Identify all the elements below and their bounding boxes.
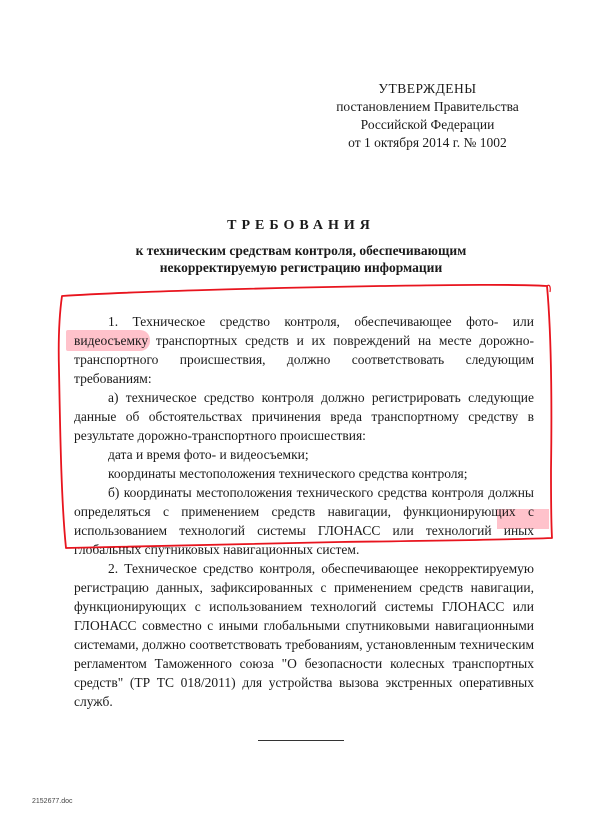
paragraph-1a-item-1: дата и время фото- и видеосъемки; — [108, 447, 309, 462]
document-subtitle — [60, 242, 542, 276]
subtitle-line-1: к техническим средствам контроля, обеспечивающим — [135, 243, 467, 258]
approval-block — [300, 80, 555, 152]
document-body — [74, 312, 534, 711]
paragraph-1: 1. Техническое средство контроля, обеспечивающее фото- или видеосъемку транспортных средств и их повреждений на месте дорожно-транспортного происшествия, должно соответствовать следующим требованиям: — [74, 314, 534, 386]
end-separator-line — [258, 740, 344, 741]
paragraph-1a-item-2: координаты местоположения технического средства контроля; — [108, 466, 468, 481]
paragraph-1b: б) координаты местоположения технического средства контроля должны определяться с применением средств навигации, функционирующих с использованием технологий системы ГЛОНАСС или технологий иных глобальных спутниковых навигационных систем. — [74, 485, 534, 557]
paragraph-1a: а) техническое средство контроля должно регистрировать следующие данные об обстоятельствах причинения вреда транспортному средству в результате дорожно-транспортного происшествия: — [74, 390, 534, 443]
file-footer: 2152677.doc — [32, 798, 73, 805]
approval-line-1: постановлением Правительства — [336, 99, 519, 114]
approval-line-3: от 1 октября 2014 г. № 1002 — [348, 135, 507, 150]
paragraph-2: 2. Техническое средство контроля, обеспечивающее некорректируемую регистрацию данных, зафиксированных с применением средств навигации, функционирующих с использованием технологий системы ГЛОНАСС или ГЛОНАСС совместно с иными глобальными спутниковыми навигационными системами, должно соответствовать требованиям, установленным техническим регламентом Таможенного союза "О безопасности колесных транспортных средств" (ТР ТС 018/2011) для устройства вызова экстренных оперативных служб. — [74, 561, 534, 709]
approval-line-2: Российской Федерации — [360, 117, 495, 132]
approval-heading: УТВЕРЖДЕНЫ — [378, 81, 477, 96]
document-title: ТРЕБОВАНИЯ — [227, 218, 375, 233]
subtitle-line-2: некорректируемую регистрацию информации — [159, 260, 443, 275]
